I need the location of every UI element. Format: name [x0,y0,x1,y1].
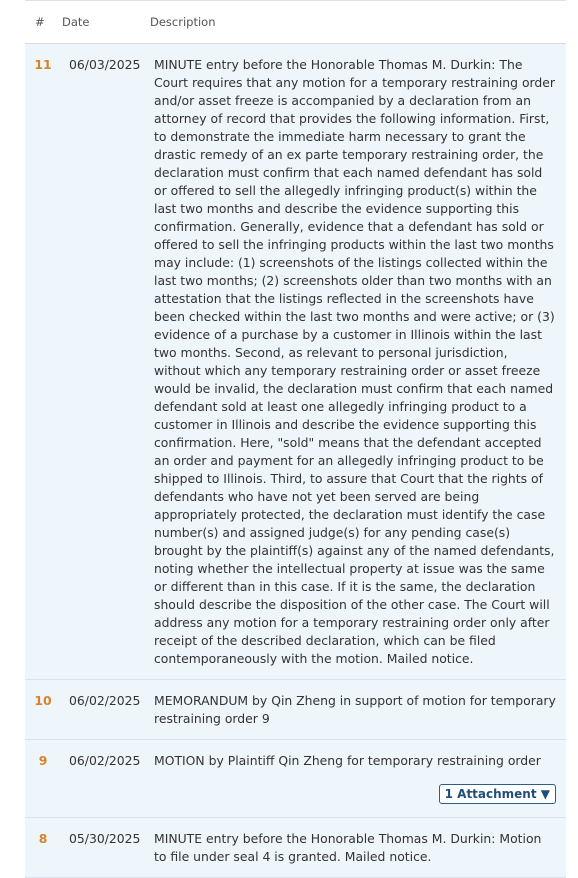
table-row [25,818,566,878]
attachment-wrap [154,770,556,806]
entry-description: MOTION by Plaintiff Qin Zheng for temporary restraining order [154,753,541,768]
header-date: Date [62,15,90,29]
header-number: # [35,15,45,29]
entry-description: MEMORANDUM by Qin Zheng in support of motion for temporary restraining order 9 [154,693,556,726]
table-row [25,680,566,740]
entry-description: MINUTE entry before the Honorable Thomas M. Durkin: Motion to file under seal 4 is granted. Mailed notice. [154,831,542,864]
table-row [25,740,566,818]
header-description: Description [150,15,216,29]
entry-number[interactable]: 11 [34,57,52,72]
attachments-dropdown-button[interactable]: 1 Attachment ▼ [439,784,556,804]
entry-number[interactable]: 8 [38,831,48,846]
entry-number[interactable]: 9 [38,753,48,768]
entry-description: MINUTE entry before the Honorable Thomas M. Durkin: The Court requires that any motion for a temporary restraining order and/or asset freeze is accompanied by a declaration from an attorney of record that provides the following information. First, to demonstrate the immediate harm necessary to grant the drastic remedy of an ex parte temporary restraining order, the declaration must confirm that each named defendant has sold or offered to sell the allegedly infringing product(s) within the last two months and describe the evidence supporting this confirmation. Generally, evidence that a defendant has sold or offered to sell the infringing products within the last two months may include: (1) screenshots of the listings collected within the last two months; (2) screenshots older than two months with an attestation that the listings reflected in the screenshots have been checked within the last two months and were active; or (3) evidence of a purchase by a customer in Illinois within the last two months. Second, as relevant to personal jurisdiction, without which any temporary restraining order or asset freeze would be invalid, the declaration must confirm that each named defendant sold at least one allegedly infringing product to a customer in Illinois and describe the evidence supporting this confirmation. Here, "sold" means that the defendant accepted an order and payment for an allegedly infringing product to be shipped to Illinois. Third, to assure that Court that the rights of defendants who have not yet been served are being appropriately protected, the declaration must identify the case number(s) and assigned judge(s) for any pending case(s) brought by the plaintiff(s) against any of the named defendants, noting whether the intellectual property at issue was the same or different than in this case. If it is the same, the declaration should describe the disposition of the other case. The Court will address any motion for a temporary restraining order only after receipt of the described declaration, which can be filed contemporaneously with the motion. Mailed notice. [154,57,556,666]
entry-number[interactable]: 10 [34,693,52,708]
table-row [25,44,566,680]
entry-date: 05/30/2025 [69,831,141,846]
entry-date: 06/03/2025 [69,57,141,72]
entry-date: 06/02/2025 [69,753,141,768]
entry-description-cell [149,740,566,817]
docket-table [25,0,566,878]
entry-date: 06/02/2025 [69,693,141,708]
table-header [25,0,566,44]
